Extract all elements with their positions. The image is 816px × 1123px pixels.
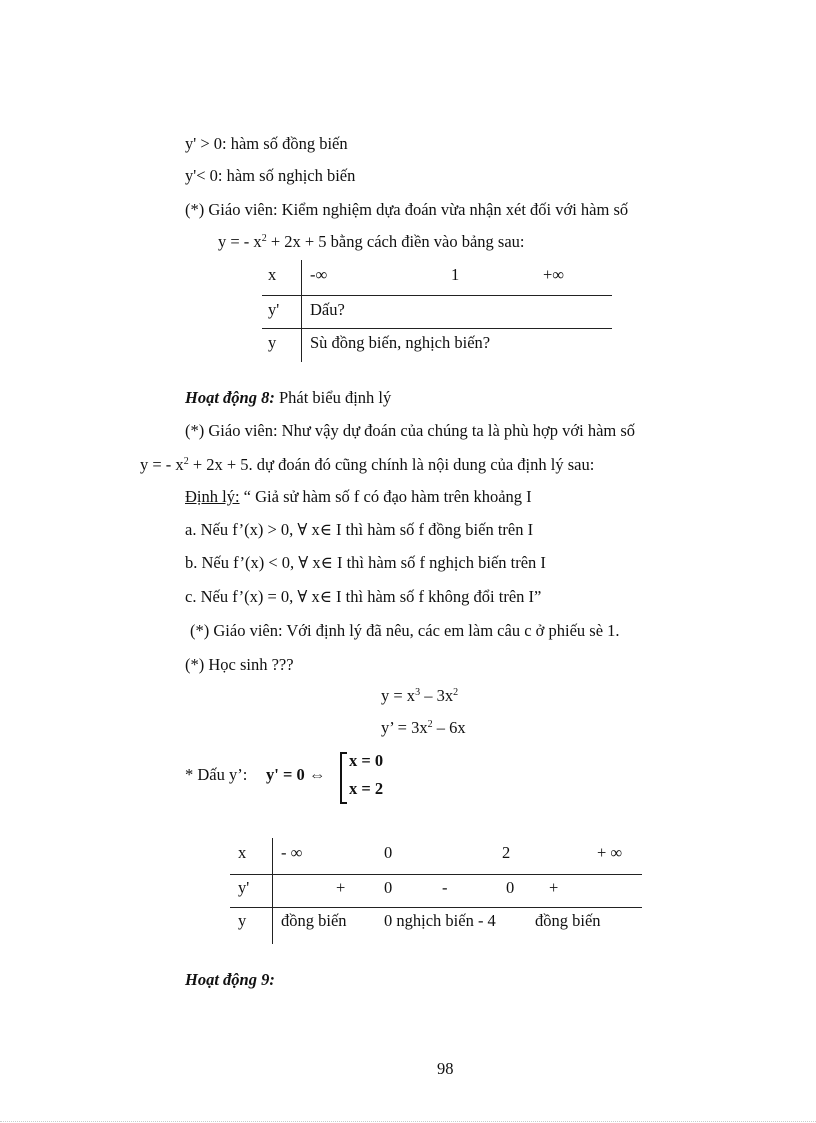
table1-variation-question: Sù đồng biến, nghịch biến? (310, 333, 491, 352)
table2-decreasing: 0 nghịch biến - 4 (384, 911, 496, 930)
teacher-line-1: (*) Giáo viên: Kiểm nghiệm dựa đoán vừa nhận xét đối với hàm số (185, 200, 629, 219)
teacher-line-3: (*) Giáo viên: Với định lý đã nêu, các em làm câu c ở phiếu sè 1. (190, 621, 620, 640)
table1-rule-2 (262, 328, 612, 329)
table2-x-zero: 0 (384, 843, 393, 862)
table2-x-plus-inf: + ∞ (597, 843, 623, 862)
teacher-line-2: (*) Giáo viên: Như vậy dự đoán của chúng ta là phù hợp với hàm số (185, 421, 636, 440)
table2-sign-plus-1: + (336, 878, 346, 897)
line-y-prime-negative: y'< 0: hàm số nghịch biến (185, 166, 356, 185)
theorem-item-b: b. Nếu f’(x) < 0, ∀ x∈ I thì hàm số f nghịch biến trên I (185, 553, 546, 572)
sign-label: * Dấu y’: (185, 765, 248, 784)
table1-x-minus-inf: -∞ (310, 265, 328, 284)
table2-vertical-rule (272, 838, 273, 944)
table2-y-label: y (238, 911, 247, 930)
table1-x-one: 1 (451, 265, 460, 284)
page-bottom-border (0, 1121, 816, 1122)
table2-rule-2 (230, 907, 642, 908)
table2-increasing-2: đồng biến (535, 911, 601, 930)
table2-increasing-1: đồng biến (281, 911, 347, 930)
table2-sign-zero-2: 0 (506, 878, 515, 897)
activity-8-heading: Hoạt động 8: Phát biểu định lý (185, 388, 392, 407)
case-x-two: x = 2 (349, 779, 384, 798)
page-number: 98 (437, 1059, 454, 1078)
theorem-item-c: c. Nếu f’(x) = 0, ∀ x∈ I thì hàm số f không đổi trên I” (185, 587, 542, 606)
sign-equation-lhs: y' = 0 ⇔ (266, 765, 326, 784)
table1-x-label: x (268, 265, 277, 284)
table1-y-label: y (268, 333, 277, 352)
table2-x-label: x (238, 843, 247, 862)
table2-rule-1 (230, 874, 642, 875)
table1-x-plus-inf: +∞ (543, 265, 565, 284)
theorem-item-a: a. Nếu f’(x) > 0, ∀ x∈ I thì hàm số f đồng biến trên I (185, 520, 534, 539)
table2-sign-minus: - (442, 878, 448, 897)
table1-vertical-rule (301, 260, 302, 362)
cases-bracket (340, 752, 347, 804)
table1-sign-question: Dấu? (310, 300, 345, 319)
case-x-zero: x = 0 (349, 751, 384, 770)
table2-yprime-label: y' (238, 878, 250, 897)
function-line: y = - $x^2 + 2x + 5$ bằng cách điền vào bảng sau: (218, 232, 525, 251)
equation-derivative: y’ = $3x^2 - 6x$ (381, 718, 466, 737)
student-line: (*) Học sinh ??? (185, 655, 294, 674)
table2-sign-plus-2: + (549, 878, 559, 897)
function-line-2: y = - $x^2 + 2x + 5$. dự đoán đó cũng chính là nội dung của định lý sau: (140, 455, 595, 474)
line-y-prime-positive: y' > 0: hàm số đồng biến (185, 134, 348, 153)
table2-x-minus-inf: - ∞ (281, 843, 303, 862)
table1-yprime-label: y' (268, 300, 280, 319)
table2-x-two: 2 (502, 843, 511, 862)
equation-function: $y = x^3 - 3x^2$ (381, 686, 459, 705)
activity-9-heading: Hoạt động 9: (185, 970, 275, 989)
theorem-intro: Định lý: “ Giả sử hàm số f có đạo hàm trên khoảng I (185, 487, 532, 506)
table2-sign-zero-1: 0 (384, 878, 393, 897)
table1-rule-1 (262, 295, 612, 296)
